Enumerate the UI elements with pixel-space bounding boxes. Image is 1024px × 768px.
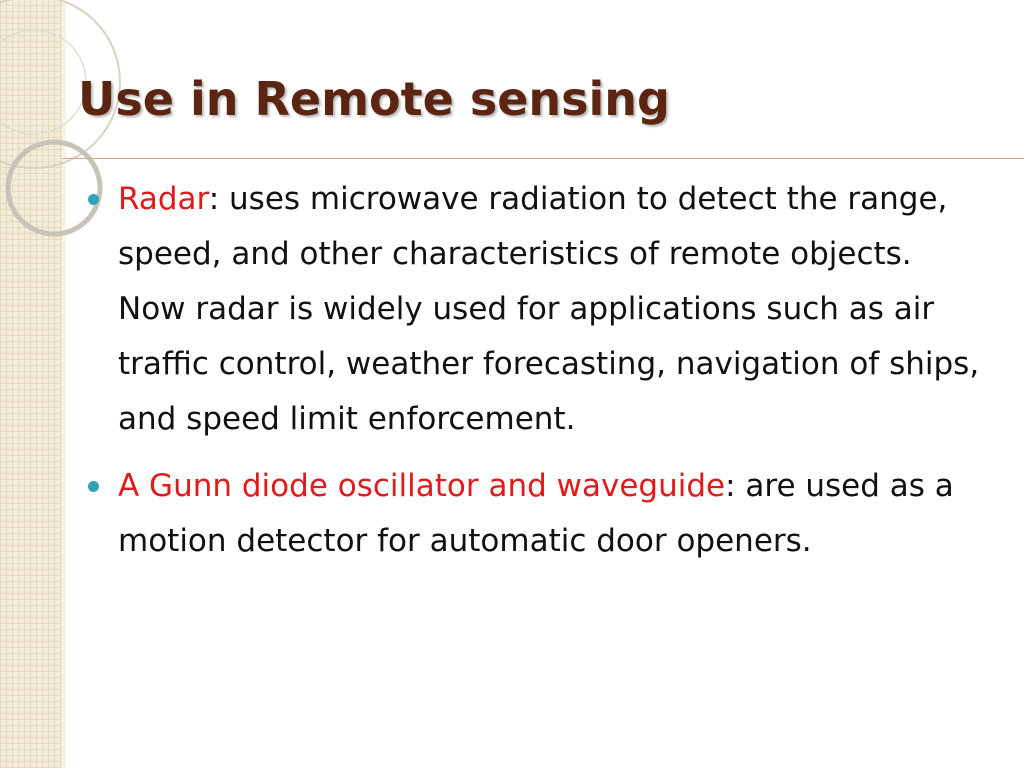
decorative-circle-lower [8,142,100,234]
bullet-term: A Gunn diode oscillator and waveguide [118,468,726,504]
title-divider [62,158,1024,159]
bullet-term: Radar [118,181,209,217]
slide-title: Use in Remote sensing [78,72,670,126]
bullet-text: : uses microwave radiation to detect the range, speed, and other characteristics of remote objects. Now radar is widely used for applications such as air traffic control, weather forecasting, navigation of ships, and speed limit enforcement. [118,181,980,437]
bullet-dot-icon [88,194,99,205]
bullet-dot-icon [88,481,99,492]
decorative-circle-inner [0,30,86,134]
bullet-item-radar [88,172,988,447]
bullet-item-gunn-diode [88,459,988,569]
bullet-list [88,172,988,569]
slide-content [88,172,988,581]
bullet-text: : are used as a motion detector for automatic door openers. [118,468,954,559]
